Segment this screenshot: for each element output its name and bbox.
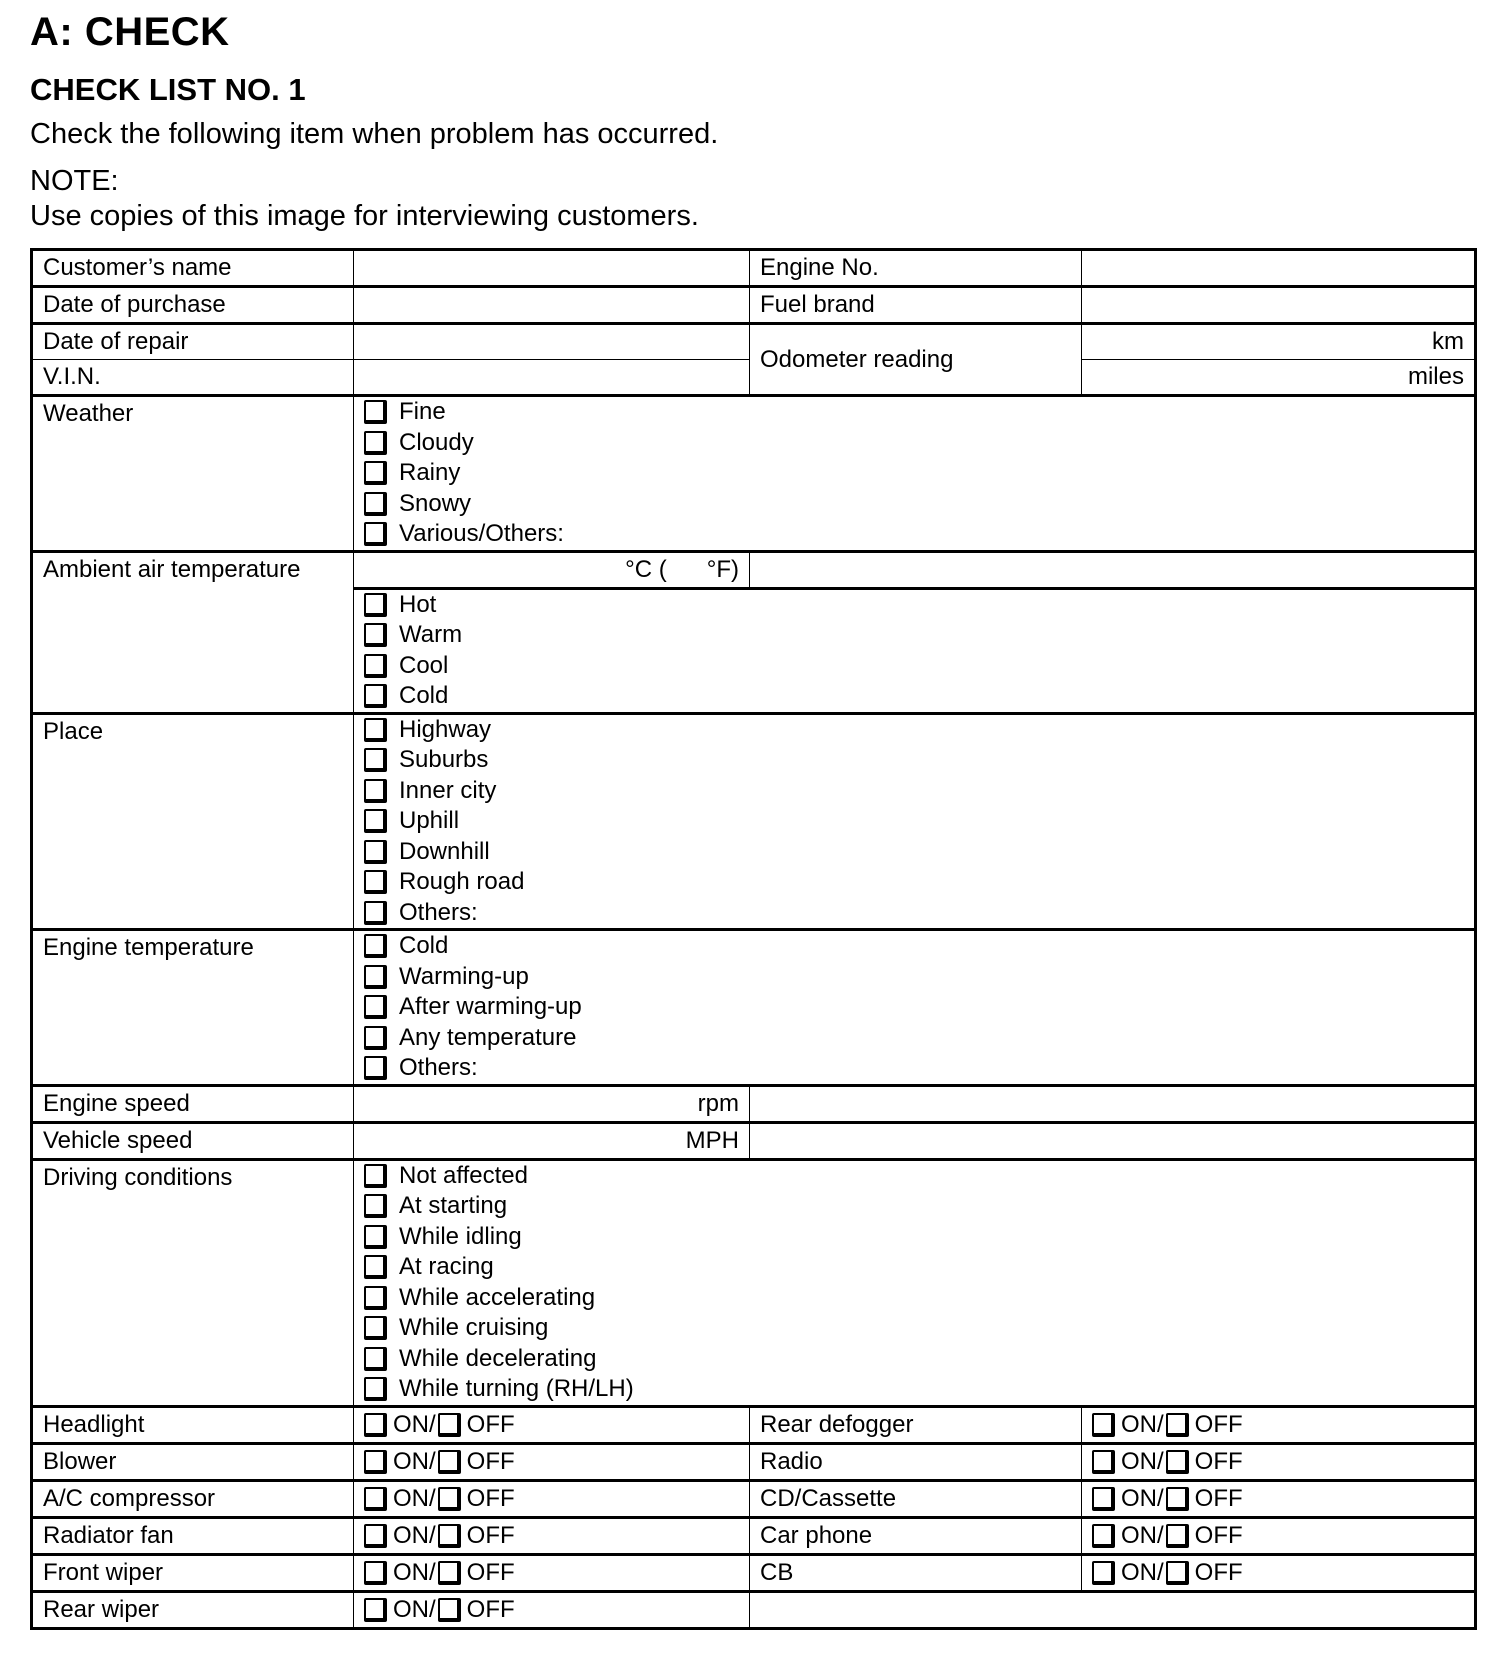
switch-onoff: ON/ OFF xyxy=(354,1517,750,1554)
weather-label: Weather xyxy=(32,396,354,552)
vin-label: V.I.N. xyxy=(32,360,354,396)
checkbox-icon[interactable] xyxy=(364,623,387,647)
off-checkbox-icon[interactable] xyxy=(438,1487,461,1511)
ambient-option[interactable]: Cold xyxy=(364,681,1464,712)
switch-onoff: ON/ OFF xyxy=(1082,1443,1476,1480)
on-checkbox-icon[interactable] xyxy=(364,1524,387,1548)
engine-speed-label: Engine speed xyxy=(32,1085,354,1122)
engine-speed-field[interactable] xyxy=(354,1085,750,1122)
row-engine-speed xyxy=(32,1085,1476,1122)
checkbox-icon[interactable] xyxy=(364,1194,387,1218)
note-text: Use copies of this image for interviewing customers. xyxy=(30,200,699,232)
place-option[interactable]: Inner city xyxy=(364,776,1464,807)
checkbox-icon[interactable] xyxy=(364,1316,387,1340)
checkbox-icon[interactable] xyxy=(364,995,387,1019)
rpm-unit: rpm xyxy=(697,1089,739,1117)
checkbox-icon[interactable] xyxy=(364,1164,387,1188)
checkbox-icon[interactable] xyxy=(364,1026,387,1050)
switch-label: Front wiper xyxy=(32,1554,354,1591)
row-vehicle-speed xyxy=(32,1122,1476,1159)
checkbox-icon[interactable] xyxy=(364,965,387,989)
switch-onoff: ON/ OFF xyxy=(1082,1554,1476,1591)
place-label: Place xyxy=(32,713,354,930)
weather-option[interactable]: Various/Others: xyxy=(364,519,1464,550)
switch-label: Radio xyxy=(750,1443,1082,1480)
weather-options xyxy=(354,396,1476,552)
engine-temperature-option[interactable]: Cold xyxy=(364,931,1464,962)
place-option[interactable]: Highway xyxy=(364,715,1464,746)
ambient-option[interactable]: Cool xyxy=(364,651,1464,682)
odometer-miles-field[interactable] xyxy=(1082,360,1476,396)
checkbox-icon[interactable] xyxy=(364,684,387,708)
off-checkbox-icon[interactable] xyxy=(1166,1487,1189,1511)
row-date-of-purchase xyxy=(32,287,1476,324)
switch-onoff: ON/ OFF xyxy=(354,1443,750,1480)
on-checkbox-icon[interactable] xyxy=(364,1487,387,1511)
driving-condition-option[interactable]: While cruising xyxy=(364,1313,1464,1344)
fuel-brand-field[interactable] xyxy=(1082,287,1476,324)
driving-conditions-label: Driving conditions xyxy=(32,1159,354,1406)
fuel-brand-label: Fuel brand xyxy=(750,287,1082,324)
ambient-options xyxy=(354,588,1476,713)
on-checkbox-icon[interactable] xyxy=(1092,1413,1115,1437)
on-checkbox-icon[interactable] xyxy=(1092,1561,1115,1585)
driving-condition-option[interactable]: While decelerating xyxy=(364,1344,1464,1375)
place-option[interactable]: Others: xyxy=(364,898,1464,929)
weather-option[interactable]: Cloudy xyxy=(364,428,1464,459)
row-date-of-repair xyxy=(32,324,1476,360)
engine-temperature-label: Engine temperature xyxy=(32,930,354,1086)
note-label: NOTE: xyxy=(30,165,119,197)
switch-onoff: ON/ OFF xyxy=(354,1406,750,1443)
driving-condition-option[interactable]: While accelerating xyxy=(364,1283,1464,1314)
customer-name-label: Customer’s name xyxy=(32,250,354,287)
checkbox-icon[interactable] xyxy=(364,901,387,925)
engine-speed-extra xyxy=(750,1085,1476,1122)
vehicle-speed-field[interactable] xyxy=(354,1122,750,1159)
off-checkbox-icon[interactable] xyxy=(438,1413,461,1437)
row-switch xyxy=(32,1480,1476,1517)
switch-label: CD/Cassette xyxy=(750,1480,1082,1517)
switch-onoff: ON/ OFF xyxy=(1082,1517,1476,1554)
vehicle-speed-label: Vehicle speed xyxy=(32,1122,354,1159)
switch-label: Car phone xyxy=(750,1517,1082,1554)
checkbox-icon[interactable] xyxy=(364,654,387,678)
row-place xyxy=(32,713,1476,930)
switch-label: CB xyxy=(750,1554,1082,1591)
switch-onoff: ON/ OFF xyxy=(354,1554,750,1591)
off-checkbox-icon[interactable] xyxy=(1166,1450,1189,1474)
checkbox-icon[interactable] xyxy=(364,718,387,742)
ambient-option[interactable]: Warm xyxy=(364,620,1464,651)
date-of-purchase-field[interactable] xyxy=(354,287,750,324)
checkbox-icon[interactable] xyxy=(364,1255,387,1279)
on-checkbox-icon[interactable] xyxy=(1092,1450,1115,1474)
checkbox-icon[interactable] xyxy=(364,1286,387,1310)
row-switch xyxy=(32,1443,1476,1480)
engine-no-label: Engine No. xyxy=(750,250,1082,287)
customer-name-field[interactable] xyxy=(354,250,750,287)
switch-label: Headlight xyxy=(32,1406,354,1443)
row-weather xyxy=(32,396,1476,552)
check-list-form xyxy=(30,248,1477,1630)
section-title: A: CHECK xyxy=(30,10,230,54)
engine-temperature-options xyxy=(354,930,1476,1086)
switch-label: Rear defogger xyxy=(750,1406,1082,1443)
engine-temperature-option[interactable]: Warming-up xyxy=(364,962,1464,993)
on-checkbox-icon[interactable] xyxy=(364,1413,387,1437)
checkbox-icon[interactable] xyxy=(364,400,387,424)
off-checkbox-icon[interactable] xyxy=(1166,1524,1189,1548)
checkbox-icon[interactable] xyxy=(364,840,387,864)
row-engine-temperature xyxy=(32,930,1476,1086)
place-option[interactable]: Rough road xyxy=(364,867,1464,898)
engine-no-field[interactable] xyxy=(1082,250,1476,287)
ambient-temperature-extra xyxy=(750,551,1476,588)
weather-option[interactable]: Rainy xyxy=(364,458,1464,489)
odometer-km-field[interactable] xyxy=(1082,324,1476,360)
switch-onoff: ON/ OFF xyxy=(1082,1480,1476,1517)
row-switch xyxy=(32,1591,1476,1628)
mph-unit: MPH xyxy=(685,1126,739,1154)
checklist-title: CHECK LIST NO. 1 xyxy=(30,72,306,107)
date-of-purchase-label: Date of purchase xyxy=(32,287,354,324)
on-checkbox-icon[interactable] xyxy=(364,1450,387,1474)
place-option[interactable]: Uphill xyxy=(364,806,1464,837)
odometer-km-unit: km xyxy=(1432,328,1464,355)
engine-temperature-option[interactable]: Any temperature xyxy=(364,1023,1464,1054)
weather-option[interactable]: Snowy xyxy=(364,489,1464,520)
odometer-reading-label: Odometer reading xyxy=(750,324,1082,396)
checkbox-icon[interactable] xyxy=(364,809,387,833)
checkbox-icon[interactable] xyxy=(364,1056,387,1080)
switch-label: Rear wiper xyxy=(32,1591,354,1628)
off-checkbox-icon[interactable] xyxy=(438,1450,461,1474)
place-option[interactable]: Downhill xyxy=(364,837,1464,868)
checkbox-icon[interactable] xyxy=(364,431,387,455)
checkbox-icon[interactable] xyxy=(364,934,387,958)
ambient-option[interactable]: Hot xyxy=(364,590,1464,621)
driving-condition-option[interactable]: At starting xyxy=(364,1191,1464,1222)
switch-empty-cell xyxy=(750,1591,1476,1628)
odometer-miles-unit: miles xyxy=(1407,363,1464,390)
switch-label: A/C compressor xyxy=(32,1480,354,1517)
vin-field[interactable] xyxy=(354,360,750,396)
checkbox-icon[interactable] xyxy=(364,593,387,617)
driving-condition-option[interactable]: While idling xyxy=(364,1222,1464,1253)
place-options xyxy=(354,713,1476,930)
driving-conditions-options xyxy=(354,1159,1476,1406)
temperature-unit: °C ( °F) xyxy=(625,555,739,583)
switch-label: Blower xyxy=(32,1443,354,1480)
switch-label: Radiator fan xyxy=(32,1517,354,1554)
checkbox-icon[interactable] xyxy=(364,1225,387,1249)
off-checkbox-icon[interactable] xyxy=(438,1561,461,1585)
weather-option[interactable]: Fine xyxy=(364,397,1464,428)
off-checkbox-icon[interactable] xyxy=(1166,1413,1189,1437)
checkbox-icon[interactable] xyxy=(364,779,387,803)
ambient-temperature-label: Ambient air temperature xyxy=(32,551,354,713)
on-checkbox-icon[interactable] xyxy=(364,1598,387,1622)
switch-onoff: ON/ OFF xyxy=(354,1480,750,1517)
switch-onoff: ON/ OFF xyxy=(354,1591,750,1628)
driving-condition-option[interactable]: At racing xyxy=(364,1252,1464,1283)
place-option[interactable]: Suburbs xyxy=(364,745,1464,776)
row-switch xyxy=(32,1406,1476,1443)
row-driving-conditions xyxy=(32,1159,1476,1406)
engine-temperature-option[interactable]: After warming-up xyxy=(364,992,1464,1023)
ambient-temperature-field[interactable] xyxy=(354,551,750,588)
checkbox-icon[interactable] xyxy=(364,492,387,516)
checkbox-icon[interactable] xyxy=(364,870,387,894)
off-checkbox-icon[interactable] xyxy=(438,1598,461,1622)
row-switch xyxy=(32,1517,1476,1554)
row-ambient-temperature xyxy=(32,551,1476,588)
on-checkbox-icon[interactable] xyxy=(364,1561,387,1585)
on-checkbox-icon[interactable] xyxy=(1092,1487,1115,1511)
checkbox-icon[interactable] xyxy=(364,461,387,485)
on-checkbox-icon[interactable] xyxy=(1092,1524,1115,1548)
switch-onoff: ON/ OFF xyxy=(1082,1406,1476,1443)
off-checkbox-icon[interactable] xyxy=(1166,1561,1189,1585)
date-of-repair-label: Date of repair xyxy=(32,324,354,360)
date-of-repair-field[interactable] xyxy=(354,324,750,360)
off-checkbox-icon[interactable] xyxy=(438,1524,461,1548)
row-switch xyxy=(32,1554,1476,1591)
checkbox-icon[interactable] xyxy=(364,748,387,772)
vehicle-speed-extra xyxy=(750,1122,1476,1159)
row-customer-name xyxy=(32,250,1476,287)
driving-condition-option[interactable]: While turning (RH/LH) xyxy=(364,1374,1464,1405)
instruction-text: Check the following item when problem has occurred. xyxy=(30,118,719,150)
checkbox-icon[interactable] xyxy=(364,1347,387,1371)
engine-temperature-option[interactable]: Others: xyxy=(364,1053,1464,1084)
checkbox-icon[interactable] xyxy=(364,1377,387,1401)
driving-condition-option[interactable]: Not affected xyxy=(364,1161,1464,1192)
checkbox-icon[interactable] xyxy=(364,522,387,546)
